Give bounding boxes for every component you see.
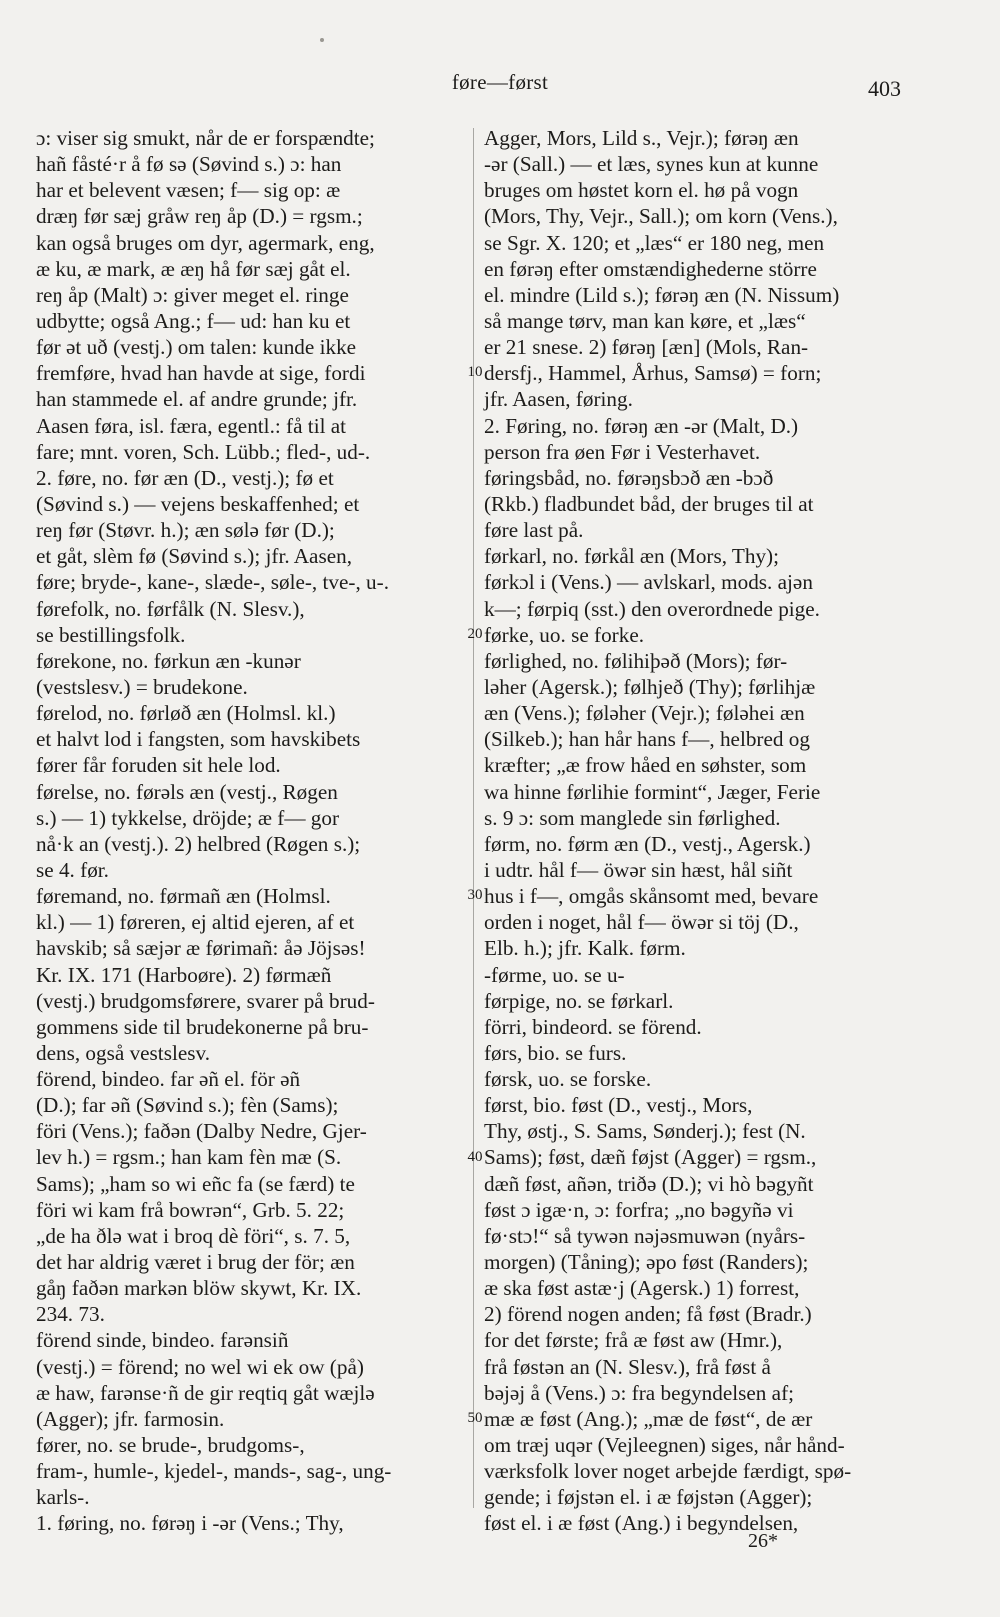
text-line: „de ha ðlə wat i broq dè föri“, s. 7. 5, bbox=[36, 1223, 351, 1248]
text-line: föri (Vens.); faðən (Dalby Nedre, Gjer- bbox=[36, 1119, 367, 1144]
line-number-marker: 10 bbox=[467, 364, 483, 381]
text-line: (D.); far əñ (Søvind s.); fèn (Sams); bbox=[36, 1093, 339, 1118]
text-line: førekone, no. førkun æn -kunər bbox=[36, 648, 301, 673]
text-line: før ət uð (vestj.) om talen: kunde ikke bbox=[36, 335, 357, 360]
text-line: fare; mnt. voren, Sch. Lübb.; fled-, ud-. bbox=[36, 439, 371, 464]
text-line: gommens side til brudekonerne på bru- bbox=[36, 1014, 369, 1039]
text-line: førpige, no. se førkarl. bbox=[484, 988, 674, 1013]
text-line: 2. Føring, no. førəŋ æn -ər (Malt, D.) bbox=[484, 413, 799, 438]
text-line: reŋ før (Støvr. h.); æn sølə før (D.); bbox=[36, 518, 335, 543]
running-head: føre—først bbox=[451, 70, 549, 94]
text-line: jfr. Aasen, føring. bbox=[484, 387, 633, 412]
text-line: el. mindre (Lild s.); førəŋ æn (N. Nissum) bbox=[484, 282, 840, 307]
text-line: værksfolk lover noget arbejde færdigt, spø- bbox=[484, 1459, 852, 1484]
column-divider bbox=[473, 128, 474, 1508]
text-line: æ haw, farənse·ñ de gir reqtiq gåt wæjlə bbox=[36, 1380, 375, 1405]
text-line: førm, no. førm æn (D., vestj., Agersk.) bbox=[484, 831, 811, 856]
text-line: Agger, Mors, Lild s., Vejr.); førəŋ æn bbox=[484, 126, 799, 150]
text-line: reŋ åp (Malt) ɔ: giver meget el. ringe bbox=[36, 282, 349, 307]
text-line: føringsbåd, no. førəŋsbɔð æn -bɔð bbox=[484, 465, 774, 490]
text-line: person fra øen Før i Vesterhavet. bbox=[484, 439, 761, 464]
text-line: Thy, østj., S. Sams, Sønderj.); fest (N. bbox=[484, 1119, 806, 1144]
text-line: Sams); „ham so wi eñc fa (se færd) te bbox=[36, 1171, 355, 1196]
text-line: k—; førpiq (sst.) den overordnede pige. bbox=[484, 596, 820, 621]
text-line: det har aldrig været i brug der för; æn bbox=[36, 1250, 355, 1275]
text-line: se Sgr. X. 120; et „læs“ er 180 neg, men bbox=[484, 230, 825, 255]
text-line: s. 9 ɔ: som manglede sin førlighed. bbox=[484, 805, 781, 830]
text-line: kan også bruges om dyr, agermark, eng, bbox=[36, 230, 375, 255]
text-line: 1. føring, no. førəŋ i -ər (Vens.; Thy, bbox=[36, 1511, 344, 1536]
text-line: dens, også vestslesv. bbox=[36, 1040, 210, 1065]
text-line: førkɔl i (Vens.) — avlskarl, mods. ajən bbox=[484, 570, 813, 595]
text-line: gåŋ faðən markən blöw skywt, Kr. IX. bbox=[36, 1276, 362, 1301]
signature-mark: 26* bbox=[748, 1530, 778, 1552]
text-line: førelod, no. førløð æn (Holmsl. kl.) bbox=[36, 701, 336, 726]
text-line: mæ æ føst (Ang.); „mæ de føst“, de ær bbox=[484, 1406, 813, 1431]
text-line: han stammede el. af andre grunde; jfr. bbox=[36, 387, 358, 412]
text-line: (Silkeb.); han hår hans f—, helbred og bbox=[484, 727, 810, 752]
left-column bbox=[36, 125, 464, 1537]
text-line: fram-, humle-, kjedel-, mands-, sag-, ung- bbox=[36, 1459, 392, 1484]
text-line: æn (Vens.); føləher (Vejr.); føləhei æn bbox=[484, 701, 805, 726]
text-line: förend sinde, bindeo. farənsiñ bbox=[36, 1328, 289, 1353]
line-number-marker: 30 bbox=[467, 887, 483, 904]
text-line: et gåt, slèm fø (Søvind s.); jfr. Aasen, bbox=[36, 544, 353, 569]
text-line: orden i noget, hål f— öwər si töj (D., bbox=[484, 910, 799, 935]
text-line: fø·stɔ!“ så tywən nəjəsmuwən (nyårs- bbox=[484, 1223, 806, 1248]
text-line: førelse, no. førəls æn (vestj., Røgen bbox=[36, 779, 338, 804]
text-line: for det første; frå æ føst aw (Hmr.), bbox=[484, 1328, 783, 1353]
text-line: (Agger); jfr. farmosin. bbox=[36, 1406, 225, 1431]
text-line: -ər (Sall.) — et læs, synes kun at kunne bbox=[484, 152, 819, 177]
text-line: morgen) (Tåning); əpo føst (Randers); bbox=[484, 1250, 809, 1275]
text-line: (vestj.) = förend; no wel wi ek ow (på) bbox=[36, 1354, 364, 1379]
right-column bbox=[484, 125, 910, 1537]
text-line: Sams); føst, dæñ føjst (Agger) = rgsm., bbox=[484, 1145, 817, 1170]
text-line: gende; i føjstən el. i æ føjstən (Agger); bbox=[484, 1485, 813, 1510]
text-line: føre last på. bbox=[484, 518, 584, 543]
text-line: fremføre, hvad han havde at sige, fordi bbox=[36, 361, 366, 386]
text-line: hus i f—, omgås skånsomt med, bevare bbox=[484, 884, 819, 909]
text-line: (Mors, Thy, Vejr., Sall.); om korn (Vens.), bbox=[484, 204, 838, 229]
text-line: se bestillingsfolk. bbox=[36, 622, 186, 647]
text-line: først, bio. føst (D., vestj., Mors, bbox=[484, 1093, 753, 1118]
text-line: har et belevent væsen; f— sig op: æ bbox=[36, 178, 341, 203]
text-line: føre; bryde-, kane-, slæde-, søle-, tve-, u-. bbox=[36, 570, 389, 595]
text-line: æ ska føst astæ·j (Agersk.) 1) forrest, bbox=[484, 1276, 800, 1301]
text-line: 2. føre, no. før æn (D., vestj.); fø et bbox=[36, 465, 334, 490]
text-line: førs, bio. se furs. bbox=[484, 1040, 627, 1065]
text-line: havskib; så sæjər æ førimañ: åə Jöjsəs! bbox=[36, 936, 366, 961]
line-number-marker: 50 bbox=[467, 1410, 483, 1427]
text-line: førkarl, no. førkål æn (Mors, Thy); bbox=[484, 544, 780, 569]
text-line: førefolk, no. førfålk (N. Slesv.), bbox=[36, 596, 305, 621]
text-line: føremand, no. førmañ æn (Holmsl. bbox=[36, 884, 331, 909]
text-line: bəjəj å (Vens.) ɔ: fra begyndelsen af; bbox=[484, 1380, 795, 1405]
line-number-marker: 40 bbox=[467, 1148, 483, 1165]
text-line: føst ɔ igæ·n, ɔ: forfra; „no bəgyñə vi bbox=[484, 1197, 794, 1222]
text-line: førlighed, no. følihiþəð (Mors); før- bbox=[484, 648, 788, 673]
text-line: ɔ: viser sig smukt, når de er forspændte; bbox=[36, 126, 375, 150]
text-line: (Søvind s.) — vejens beskaffenhed; et bbox=[36, 491, 360, 516]
text-line: fører får foruden sit hele lod. bbox=[36, 753, 281, 778]
page-number: 403 bbox=[868, 76, 901, 101]
text-line: Aasen føra, isl. færa, egentl.: få til at bbox=[36, 413, 347, 438]
text-line: 234. 73. bbox=[36, 1302, 105, 1327]
text-line: udbytte; også Ang.; f— ud: han ku et bbox=[36, 308, 351, 333]
text-line: føst el. i æ føst (Ang.) i begyndelsen, bbox=[484, 1511, 799, 1536]
text-line: dæñ føst, añən, triðə (D.); vi hò bəgyñt bbox=[484, 1171, 814, 1196]
text-line: æ ku, æ mark, æ æŋ hå før sæj gåt el. bbox=[36, 256, 351, 281]
text-line: kræfter; „æ frow håed en søhster, som bbox=[484, 753, 807, 778]
text-line: bruges om høstet korn el. hø på vogn bbox=[484, 178, 799, 203]
text-line: karls-. bbox=[36, 1485, 90, 1510]
text-line: frå føstən an (N. Slesv.), frå føst å bbox=[484, 1354, 771, 1379]
text-line: föri wi kam frå bowrən“, Grb. 5. 22; bbox=[36, 1197, 345, 1222]
text-line: (vestj.) brudgomsførere, svarer på brud- bbox=[36, 988, 375, 1013]
text-line: (vestslesv.) = brudekone. bbox=[36, 674, 248, 699]
text-line: 2) förend nogen anden; få føst (Bradr.) bbox=[484, 1302, 812, 1327]
text-line: i udtr. hål f— öwər sin hæst, hål siñt bbox=[484, 857, 793, 882]
text-line: førke, uo. se forke. bbox=[484, 622, 645, 647]
text-line: Elb. h.); jfr. Kalk. førm. bbox=[484, 936, 686, 961]
text-line: Kr. IX. 171 (Harboøre). 2) førmæñ bbox=[36, 962, 332, 987]
text-line: førsk, uo. se forske. bbox=[484, 1067, 652, 1092]
paper-speck bbox=[320, 38, 324, 42]
text-line: fører, no. se brude-, brudgoms-, bbox=[36, 1433, 305, 1458]
text-line: er 21 snese. 2) førəŋ [æn] (Mols, Ran- bbox=[484, 335, 809, 360]
text-line: förri, bindeord. se förend. bbox=[484, 1014, 702, 1039]
text-line: så mange tørv, man kan køre, et „læs“ bbox=[484, 308, 806, 333]
text-line: kl.) — 1) føreren, ej altid ejeren, af et bbox=[36, 910, 355, 935]
text-line: en førəŋ efter omstændighederne större bbox=[484, 256, 817, 281]
text-line: lev h.) = rgsm.; han kam fèn mæ (S. bbox=[36, 1145, 342, 1170]
text-line: hañ fåsté·r å fø sə (Søvind s.) ɔ: han bbox=[36, 152, 342, 177]
text-line: nå·k an (vestj.). 2) helbred (Røgen s.); bbox=[36, 831, 361, 856]
text-line: dersfj., Hammel, Århus, Samsø) = forn; bbox=[484, 361, 822, 386]
text-line: wa hinne førlihie formint“, Jæger, Ferie bbox=[484, 779, 821, 804]
text-line: ləher (Agersk.); følhjeð (Thy); førlihjæ bbox=[484, 674, 816, 699]
text-line: om træj uqər (Vejleegnen) siges, når hånd- bbox=[484, 1433, 845, 1458]
text-line: et halvt lod i fangsten, som havskibets bbox=[36, 727, 361, 752]
line-number-marker: 20 bbox=[467, 625, 483, 642]
text-line: (Rkb.) fladbundet båd, der bruges til at bbox=[484, 491, 814, 516]
text-line: förend, bindeo. far əñ el. för əñ bbox=[36, 1067, 301, 1092]
text-line: s.) — 1) tykkelse, dröjde; æ f— gor bbox=[36, 805, 340, 830]
text-line: -førme, uo. se u- bbox=[484, 962, 625, 987]
text-line: se 4. før. bbox=[36, 857, 109, 882]
text-line: dræŋ før sæj gråw reŋ åp (D.) = rgsm.; bbox=[36, 204, 363, 229]
